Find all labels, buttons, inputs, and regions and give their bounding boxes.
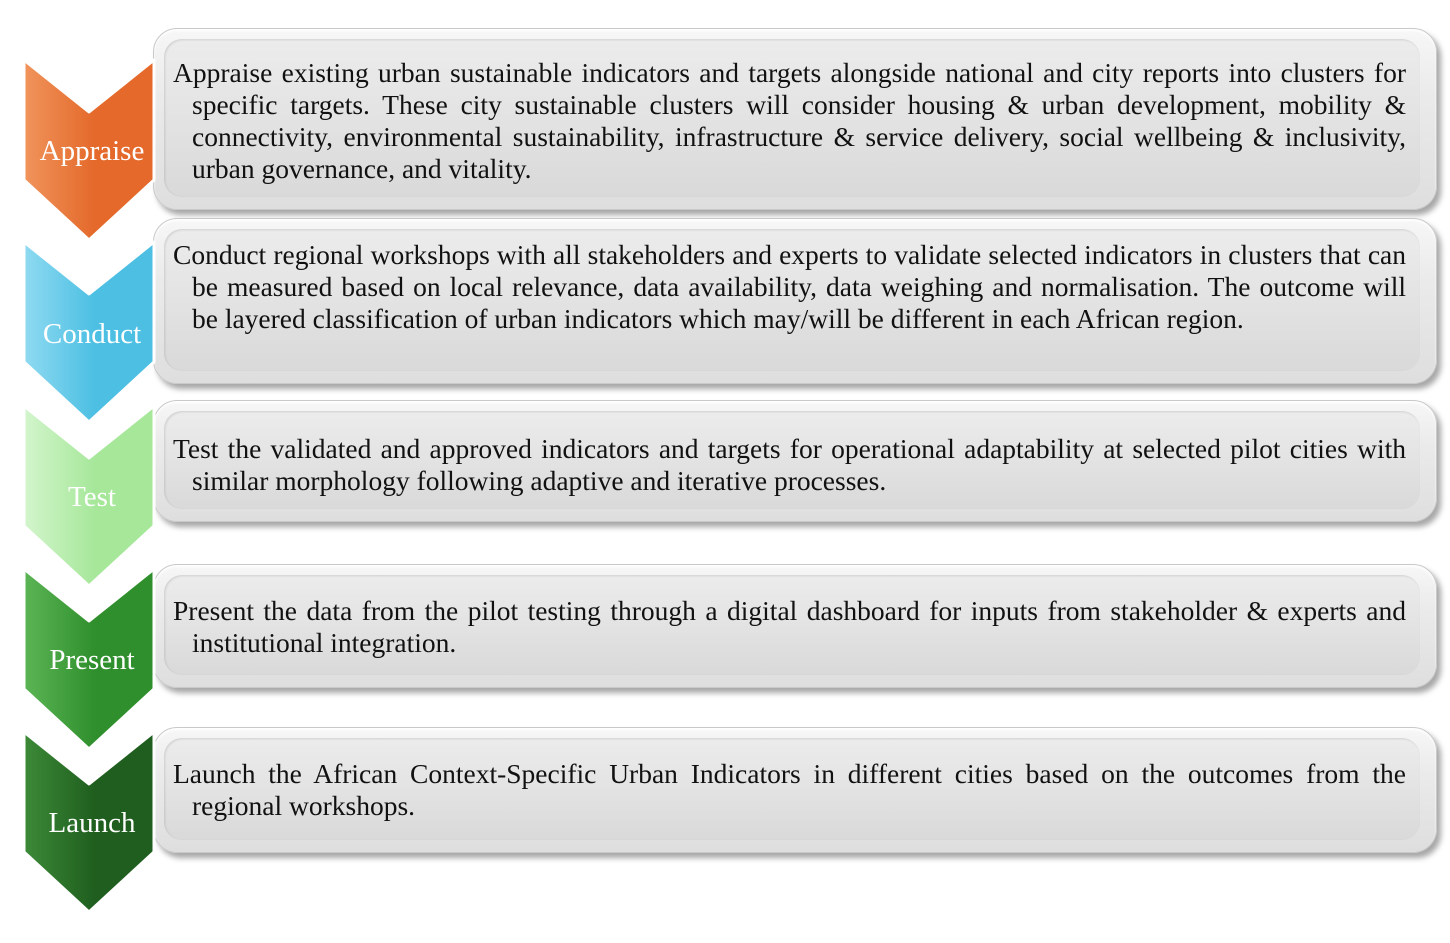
step-present-card — [153, 564, 1437, 688]
step-appraise-label: Appraise — [39, 135, 145, 167]
step-test-card — [153, 400, 1437, 522]
step-launch-chevron — [14, 724, 164, 916]
step-launch-description: Launch the African Context-Specific Urban Indicators in different cities based on the outcomes from the regional workshops. — [174, 758, 1406, 822]
step-appraise-chevron — [14, 52, 164, 244]
step-appraise-description: Appraise existing urban sustainable indicators and targets alongside national and city reports into clusters for specific targets. These city sustainable clusters will consider housing & urban development, mobility & connectivity, environmental sustainability, infrastructure & service delivery, social wellbeing & inclusivity, urban governance, and vitality. — [174, 57, 1406, 185]
step-launch-card — [153, 727, 1437, 853]
step-test-description: Test the validated and approved indicators and targets for operational adaptability at selected pilot cities with similar morphology following adaptive and iterative processes. — [174, 433, 1406, 497]
step-appraise-card — [153, 28, 1437, 210]
step-conduct-card — [153, 218, 1437, 384]
step-present-label: Present — [49, 644, 135, 676]
step-present-description: Present the data from the pilot testing through a digital dashboard for inputs from stakeholder & experts and institutional integration. — [174, 595, 1406, 659]
step-conduct-label: Conduct — [42, 318, 142, 350]
step-conduct-description: Conduct regional workshops with all stakeholders and experts to validate selected indicators in clusters that can be measured based on local relevance, data availability, data weighing and normalisation. The outcome will be layered classification of urban indicators which may/will be different in each African region. — [174, 239, 1406, 335]
step-test-label: Test — [68, 481, 116, 513]
step-launch-label: Launch — [48, 807, 136, 839]
